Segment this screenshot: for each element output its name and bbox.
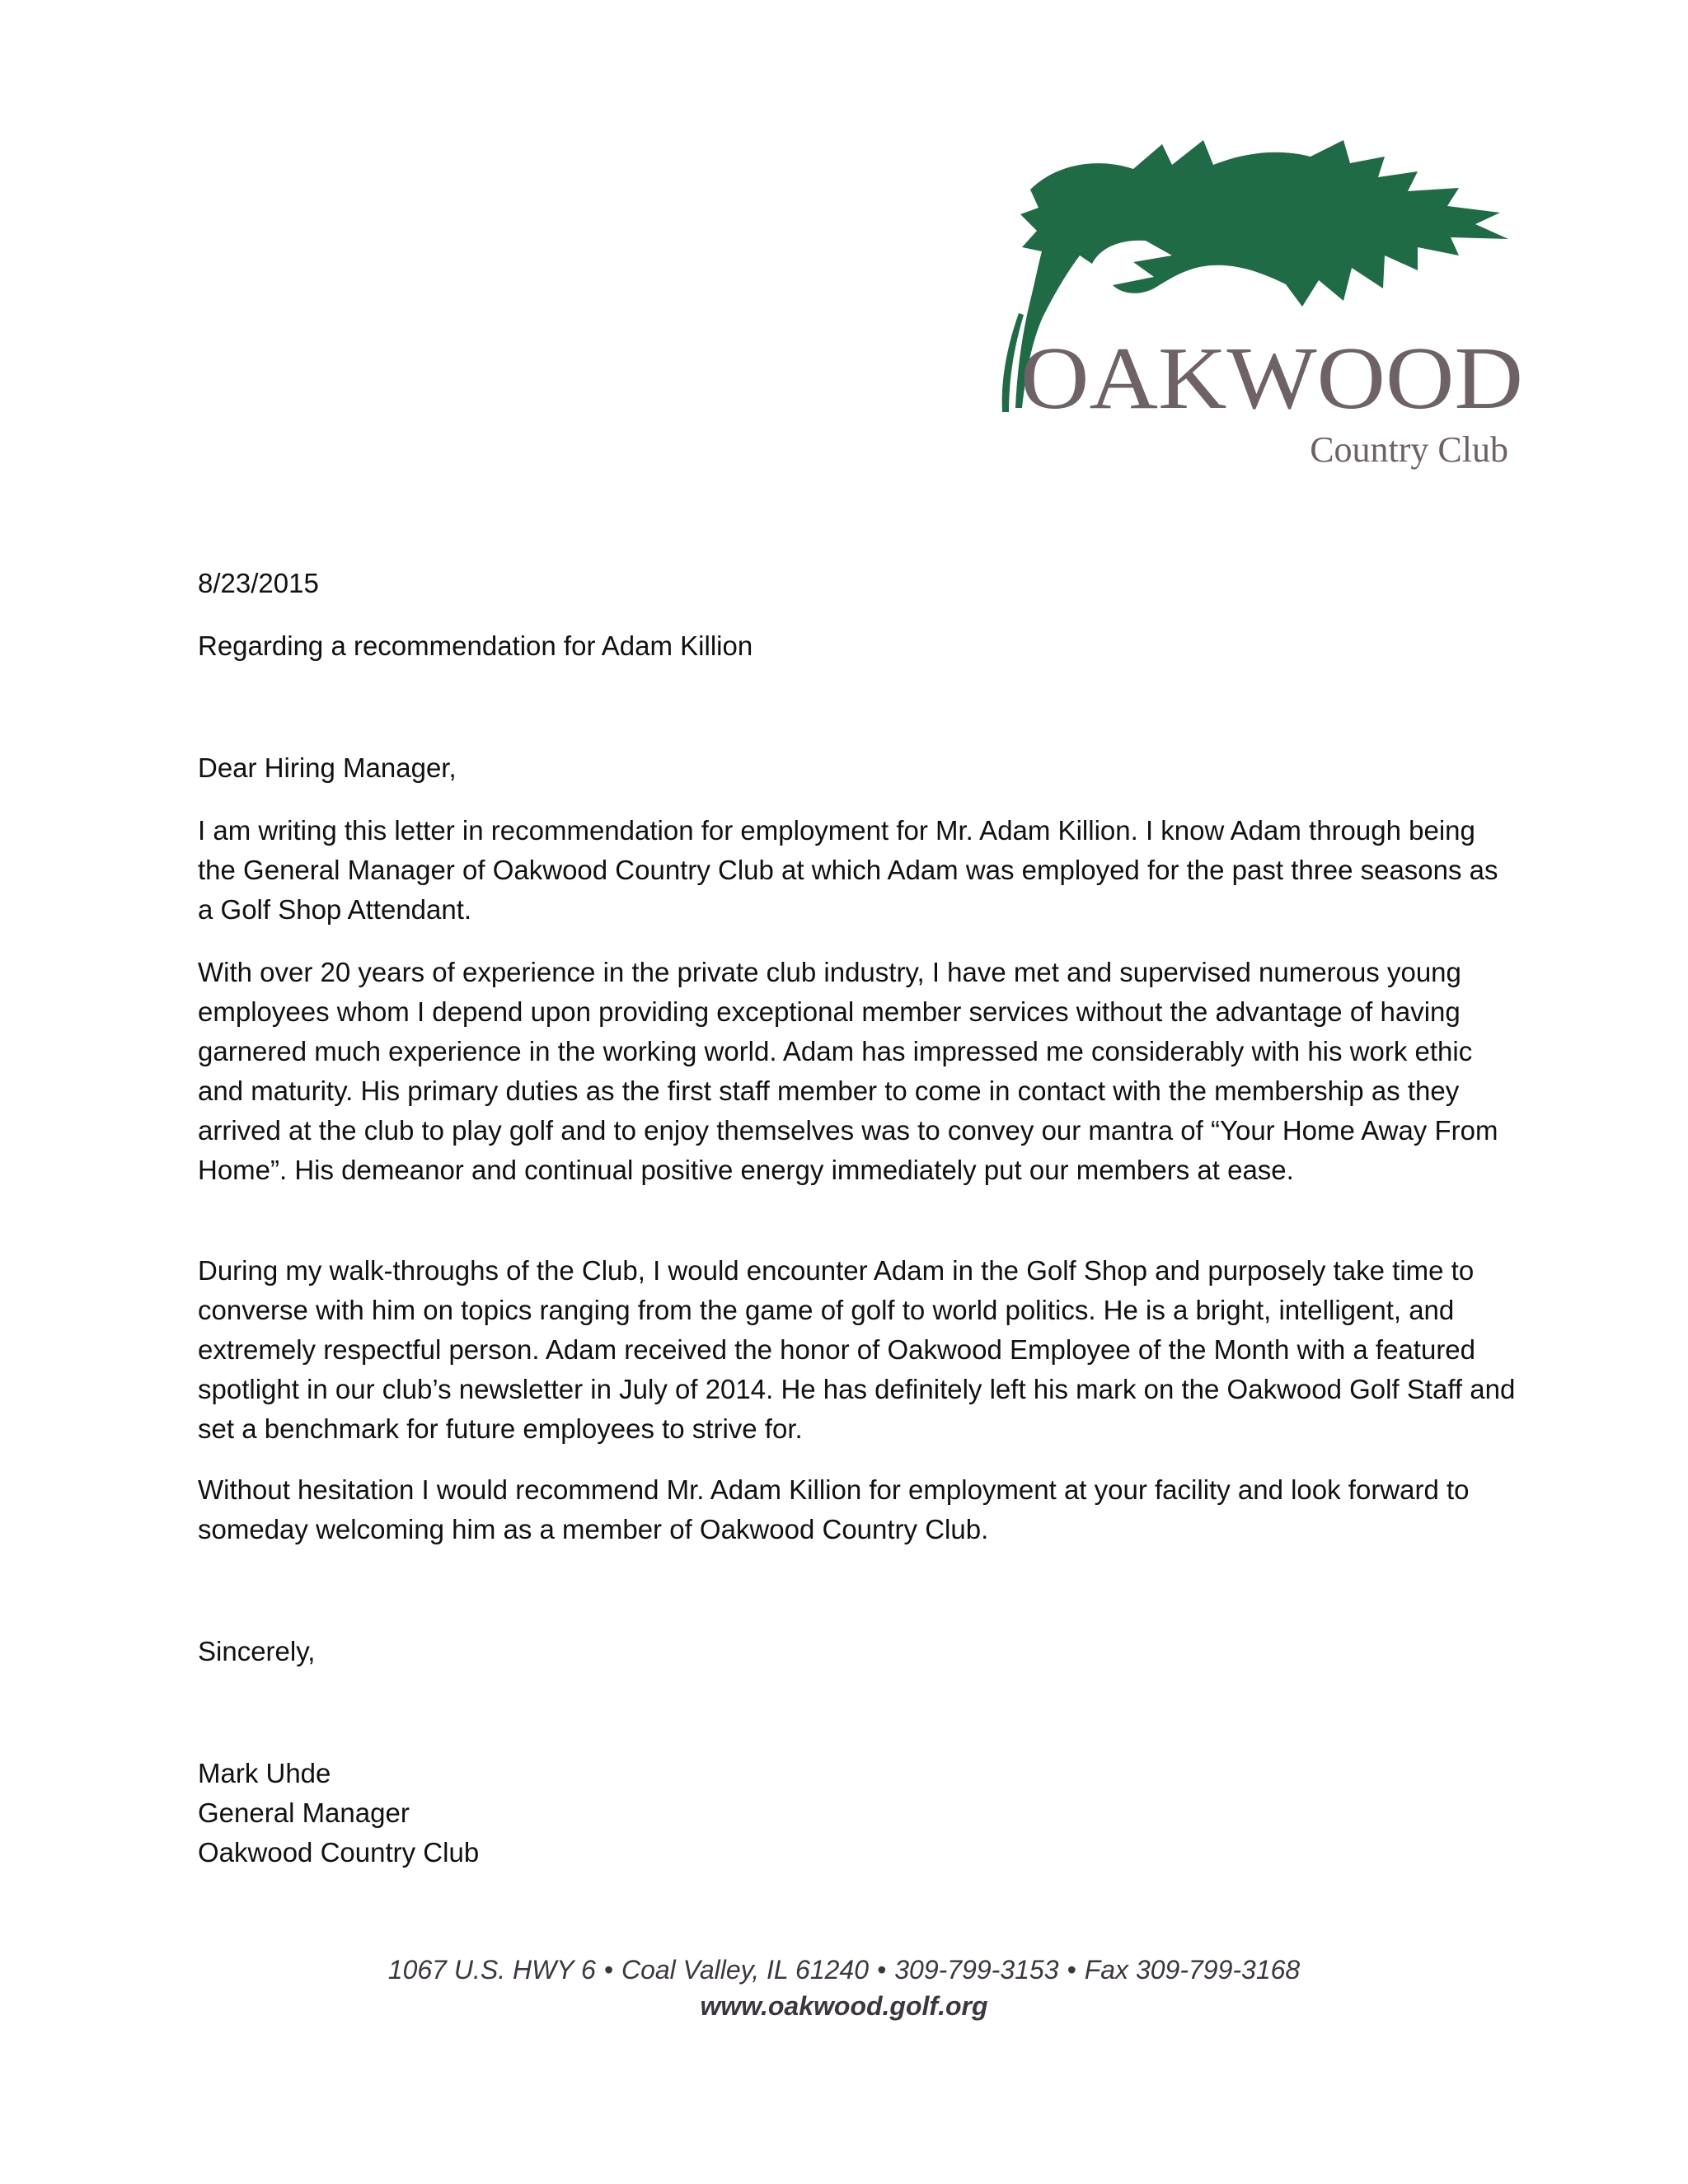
letter-subject: Regarding a recommendation for Adam Killion <box>198 630 753 661</box>
footer-website-link[interactable]: www.oakwood.golf.org <box>700 1991 988 2021</box>
footer-fax: Fax 309-799-3168 <box>1084 1955 1301 1985</box>
letter-paragraph: With over 20 years of experience in the private club industry, I have met and supervised numerous young employees whom I depend upon providing exceptional member services without the advantage of having garnered much experience in the working world. Adam has impressed me considerably with his work ethic and maturity. His primary duties as the first staff member to come in contact with the membership as they arrived at the club to play golf and to enjoy themselves was to convey our mantra of “Your Home Away From Home”. His demeanor and continual positive energy immediately put our members at ease. <box>198 957 1498 1185</box>
footer-separator: • <box>603 1955 613 1985</box>
letter-paragraph: Without hesitation I would recommend Mr. Adam Killion for employment at your facility and look forward to someday welcoming him as a member of Oakwood Country Club. <box>198 1474 1470 1544</box>
footer-city: Coal Valley, IL 61240 <box>621 1955 870 1985</box>
oakwood-logo <box>956 132 1550 478</box>
signature-title: General Manager <box>198 1797 410 1828</box>
footer-phone: 309-799-3153 <box>894 1955 1059 1985</box>
letter-date: 8/23/2015 <box>198 568 319 598</box>
footer-street: 1067 U.S. HWY 6 <box>387 1955 596 1985</box>
signature-organization: Oakwood Country Club <box>198 1837 480 1868</box>
letter-paragraph: I am writing this letter in recommendation for employment for Mr. Adam Killion. I know Adam through being the General Manager of Oakwood Country Club at which Adam was employed for the past three seasons as a Golf Shop Attendant. <box>198 815 1498 925</box>
letter-paragraph: During my walk-throughs of the Club, I would encounter Adam in the Golf Shop and purposely take time to converse with him on topics ranging from the game of golf to world politics. He is a bright, intelligent, and extremely respectful person. Adam received the honor of Oakwood Employee of the Month with a featured spotlight in our club’s newsletter in July of 2014. He has definitely left his mark on the Oakwood Golf Staff and set a benchmark for future employees to strive for. <box>198 1255 1516 1444</box>
letter-closing: Sincerely, <box>198 1636 316 1666</box>
logo-subtitle: Country Club <box>1310 429 1508 470</box>
footer-separator: • <box>877 1955 887 1985</box>
footer-separator: • <box>1067 1955 1076 1985</box>
logo-name: OAKWOOD <box>1020 330 1523 428</box>
footer-address-line <box>0 1952 1688 1988</box>
letter-salutation: Dear Hiring Manager, <box>198 752 457 783</box>
signature-name: Mark Uhde <box>198 1758 331 1788</box>
